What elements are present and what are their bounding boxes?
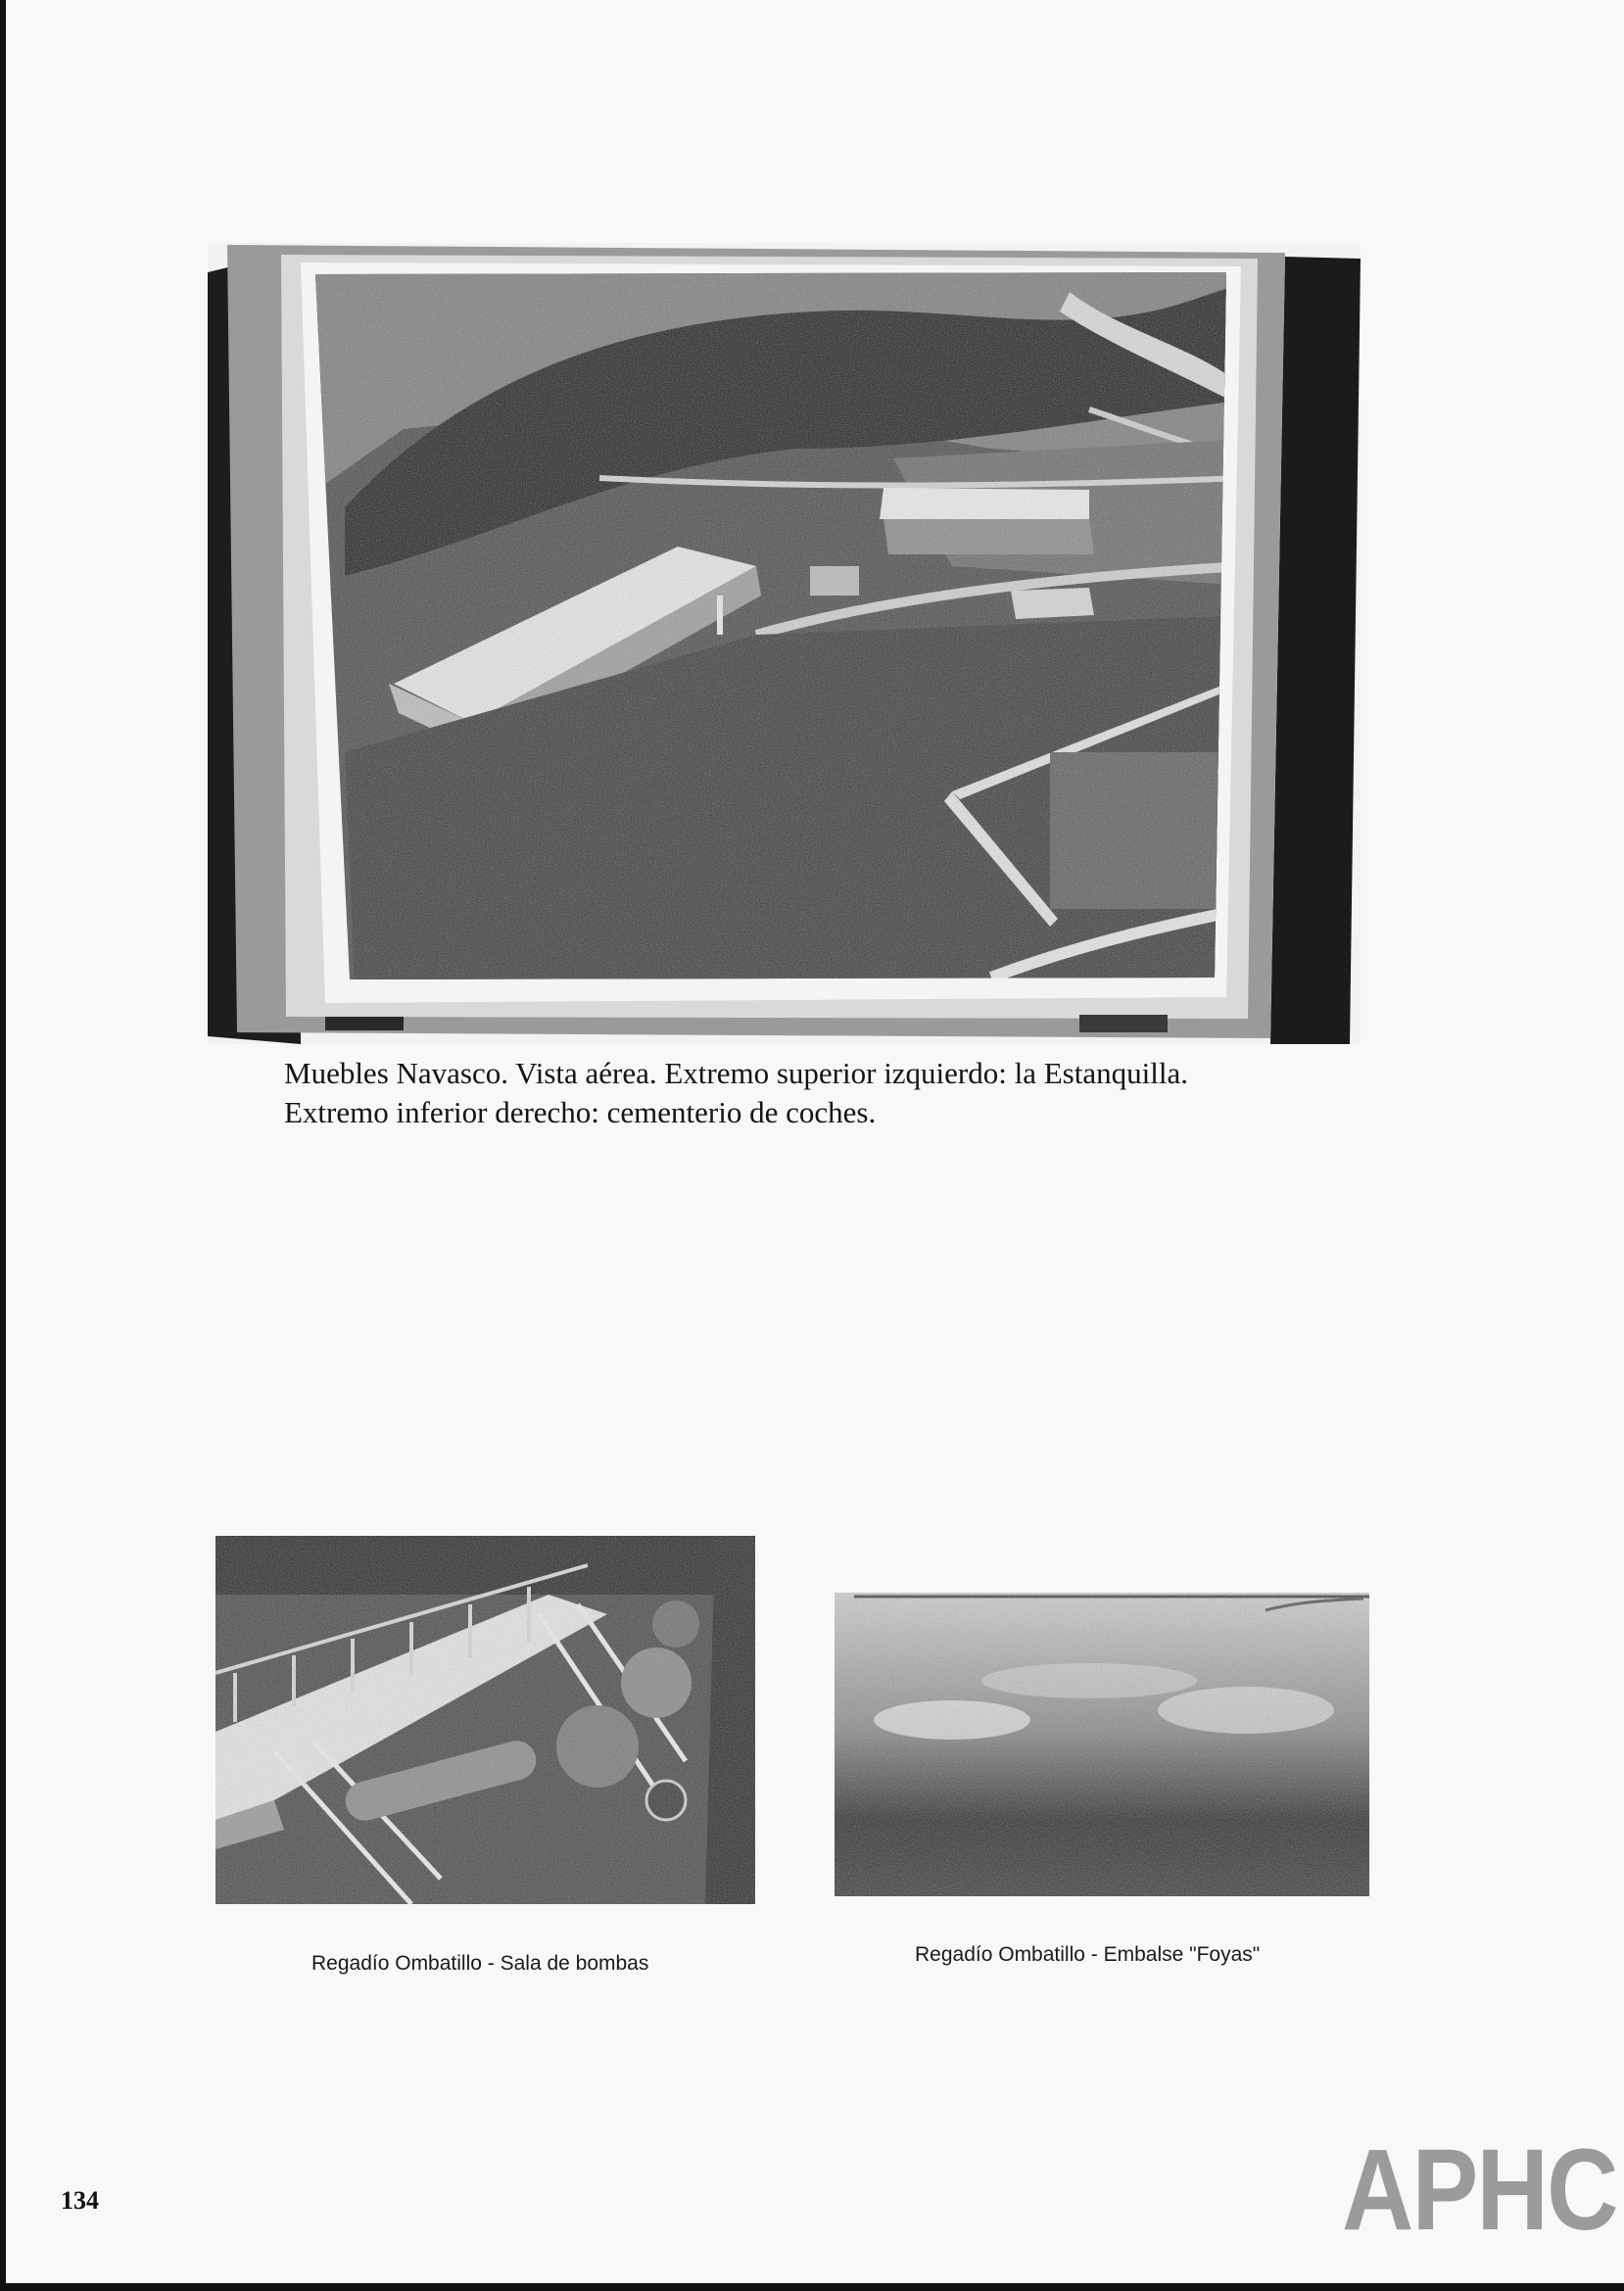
caption-line: Muebles Navasco. Vista aérea. Extremo superior izquierdo: la Estanquilla. (284, 1056, 1188, 1090)
pump-room-photo (215, 1536, 755, 1904)
page-number: 134 (61, 2186, 99, 2215)
aerial-photo (208, 243, 1361, 1044)
watermark-logo: APHC (1342, 2125, 1617, 2255)
scan-edge (0, 2283, 1624, 2291)
pump-room-caption: Regadío Ombatillo - Sala de bombas (311, 1952, 649, 1975)
reservoir-photo (835, 1593, 1369, 1896)
scan-edge (0, 0, 6, 2291)
caption-line: Extremo inferior derecho: cementerio de coches. (284, 1095, 877, 1129)
aerial-photo-caption (284, 1054, 1381, 1132)
reservoir-caption: Regadío Ombatillo - Embalse "Foyas" (915, 1943, 1261, 1966)
